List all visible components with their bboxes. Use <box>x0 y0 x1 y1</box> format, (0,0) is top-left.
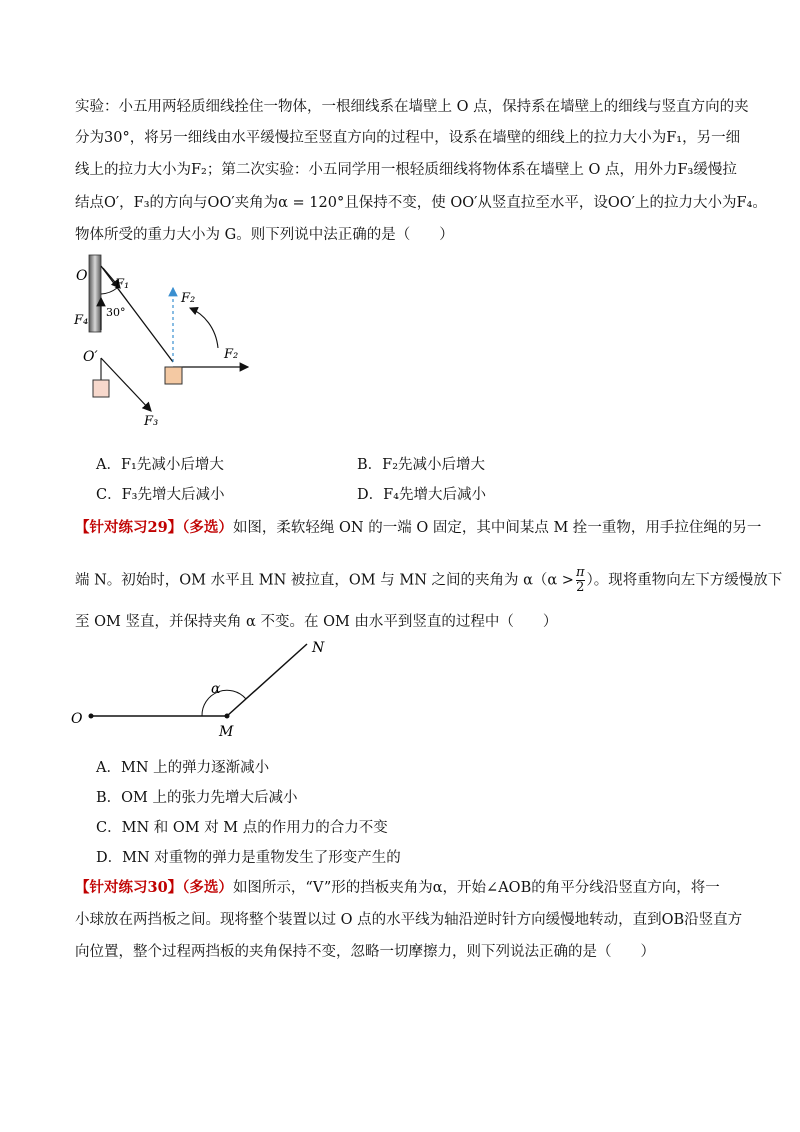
q1-line-3: 线上的拉力大小为F₂；第二次实验：小五同学用一根轻质细线将物体系在墙壁上 O 点，用外力F₃缓慢拉 <box>75 162 737 178</box>
label-m: M <box>219 724 234 740</box>
q3-line-2: 小球放在两挡板之间。现将整个装置以过 O 点的水平线为轴沿逆时针方向缓慢地转动，直到OB沿竖直方 <box>75 912 743 928</box>
q1-line-2: 分为30°，将另一细线由水平缓慢拉至竖直方向的过程中，设系在墙壁的细线上的拉力大小为F₁，另一细 <box>75 130 741 146</box>
label-f4: F₄ <box>74 313 89 328</box>
label-f2-horizontal: F₂ <box>224 347 239 362</box>
q2-line-2-b: ）。现将重物向左下方缓慢放下 <box>586 572 783 589</box>
label-f1: F₁ <box>115 277 130 292</box>
block-1 <box>165 367 182 384</box>
q1-line-4: 结点O′，F₃的方向与OO′夹角为α = 120°且保持不变，使 OO′从竖直拉至水平，设OO′上的拉力大小为F₄。 <box>75 195 767 211</box>
q1-line-1: 实验：小五用两轻质细线拴住一物体，一根细线系在墙壁上 O 点，保持系在墙壁上的细线与竖直方向的夹 <box>75 99 749 115</box>
q1-option-c[interactable]: C．F₃先增大后减小 <box>96 487 225 503</box>
point-o <box>89 714 94 719</box>
label-n: N <box>312 640 325 656</box>
q1-force-diagram <box>70 248 260 433</box>
label-o: O <box>71 711 83 727</box>
q2-line-2 <box>75 566 782 595</box>
q3-line-1 <box>75 878 720 898</box>
q2-tag: 【针对练习29】（多选） <box>75 519 233 536</box>
label-f2-vertical: F₂ <box>181 291 196 306</box>
q2-option-d[interactable]: D．MN 对重物的弹力是重物发生了形变产生的 <box>96 850 401 866</box>
q1-option-a[interactable]: A．F₁先减小后增大 <box>96 457 224 473</box>
q2-line-3: 至 OM 竖直，并保持夹角 α 不变。在 OM 由水平到竖直的过程中（ ） <box>75 614 558 630</box>
q1-line-5: 物体所受的重力大小为 G。则下列说中法正确的是（ ） <box>75 227 454 243</box>
q2-line-1-text: 如图，柔软轻绳 ON 的一端 O 固定，其中间某点 M 拴一重物，用手拉住绳的另一 <box>232 520 762 536</box>
wall <box>89 255 101 332</box>
q2-option-b[interactable]: B．OM 上的张力先增大后减小 <box>96 790 298 806</box>
fraction-numerator: π <box>575 565 585 580</box>
q3-tag: 【针对练习30】（多选） <box>75 879 233 896</box>
pi-over-2-fraction <box>576 566 585 595</box>
label-f3: F₃ <box>144 414 159 429</box>
q3-line-1-text: 如图所示，“V”形的挡板夹角为α，开始∠AOB的角平分线沿竖直方向，将一 <box>232 880 720 896</box>
q2-line-2-a: 端 N。初始时，OM 水平且 MN 被拉直，OM 与 MN 之间的夹角为 α（α > <box>75 572 574 589</box>
label-alpha: α <box>211 681 221 697</box>
q1-option-b[interactable]: B．F₂先减小后增大 <box>357 457 486 473</box>
fraction-denominator: 2 <box>576 580 585 595</box>
alpha-arc <box>202 690 246 716</box>
rope-mn <box>227 644 307 716</box>
q2-rope-diagram <box>65 632 335 742</box>
label-o-prime: O′ <box>83 349 98 365</box>
q2-option-c[interactable]: C．MN 和 OM 对 M 点的作用力的合力不变 <box>96 820 388 836</box>
block-2 <box>93 380 109 397</box>
label-o: O <box>76 268 88 284</box>
q2-option-a[interactable]: A．MN 上的弹力逐渐减小 <box>96 760 270 776</box>
q3-line-3: 向位置，整个过程两挡板的夹角保持不变，忽略一切摩擦力，则下列说法正确的是（ ） <box>75 944 655 960</box>
point-m <box>225 714 230 719</box>
q2-line-1 <box>75 518 761 538</box>
q1-option-d[interactable]: D．F₄先增大后减小 <box>357 487 486 503</box>
rotation-arrow <box>190 308 218 348</box>
label-30deg: 30° <box>106 306 126 319</box>
